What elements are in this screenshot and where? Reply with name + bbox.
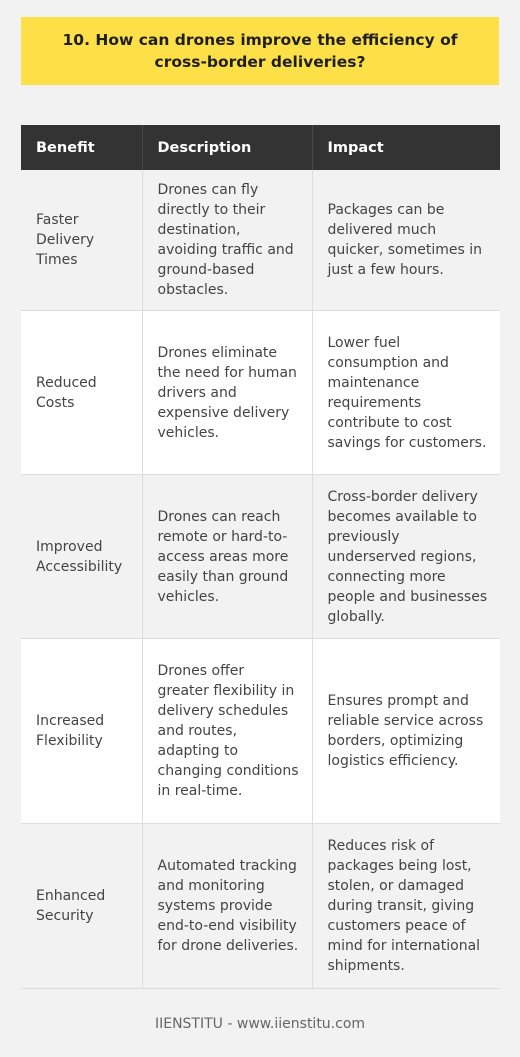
cell-benefit: Reduced Costs <box>21 311 142 475</box>
cell-impact: Reduces risk of packages being lost, stolen, or damaged during transit, giving customers peace of mind for international shipments. <box>312 824 500 989</box>
cell-benefit: Faster Delivery Times <box>21 170 142 311</box>
table-row <box>21 170 500 311</box>
cell-description: Drones can reach remote or hard-to-access areas more easily than ground vehicles. <box>142 475 312 639</box>
benefits-table <box>21 125 500 989</box>
cell-description: Automated tracking and monitoring systems provide end-to-end visibility for drone deliveries. <box>142 824 312 989</box>
cell-description: Drones can fly directly to their destination, avoiding traffic and ground-based obstacles. <box>142 170 312 311</box>
header-description: Description <box>142 125 312 170</box>
cell-benefit: Increased Flexibility <box>21 639 142 824</box>
table-header-row <box>21 125 500 170</box>
table-row <box>21 475 500 639</box>
cell-description: Drones eliminate the need for human drivers and expensive delivery vehicles. <box>142 311 312 475</box>
table-row <box>21 639 500 824</box>
cell-impact: Lower fuel consumption and maintenance requirements contribute to cost savings for customers. <box>312 311 500 475</box>
cell-impact: Packages can be delivered much quicker, sometimes in just a few hours. <box>312 170 500 311</box>
cell-impact: Ensures prompt and reliable service across borders, optimizing logistics efficiency. <box>312 639 500 824</box>
title-banner <box>21 17 499 85</box>
page-title: 10. How can drones improve the efficiency of cross-border deliveries? <box>62 31 458 71</box>
table-row <box>21 311 500 475</box>
table-row <box>21 824 500 989</box>
header-benefit: Benefit <box>21 125 142 170</box>
header-impact: Impact <box>312 125 500 170</box>
cell-benefit: Improved Accessibility <box>21 475 142 639</box>
cell-benefit: Enhanced Security <box>21 824 142 989</box>
footer-credit: IIENSTITU - www.iienstitu.com <box>154 1016 366 1032</box>
cell-impact: Cross-border delivery becomes available to previously underserved regions, connecting more people and businesses globally. <box>312 475 500 639</box>
cell-description: Drones offer greater flexibility in delivery schedules and routes, adapting to changing conditions in real-time. <box>142 639 312 824</box>
